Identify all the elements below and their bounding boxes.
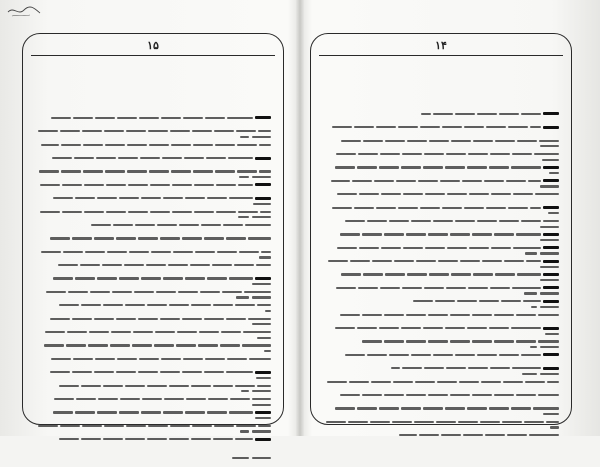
left-page-text	[35, 104, 271, 439]
left-page-number: ۱۵	[147, 39, 159, 52]
book-gutter	[296, 0, 304, 436]
right-page-frame	[310, 33, 572, 425]
left-page-frame	[22, 33, 284, 425]
text-line	[323, 100, 559, 108]
pen-scribble-mark	[6, 2, 46, 20]
right-header-rule	[319, 55, 563, 56]
left-header-rule	[31, 55, 275, 56]
right-page-text	[323, 100, 559, 435]
text-line	[35, 104, 271, 112]
right-page-number: ۱۴	[435, 39, 447, 52]
